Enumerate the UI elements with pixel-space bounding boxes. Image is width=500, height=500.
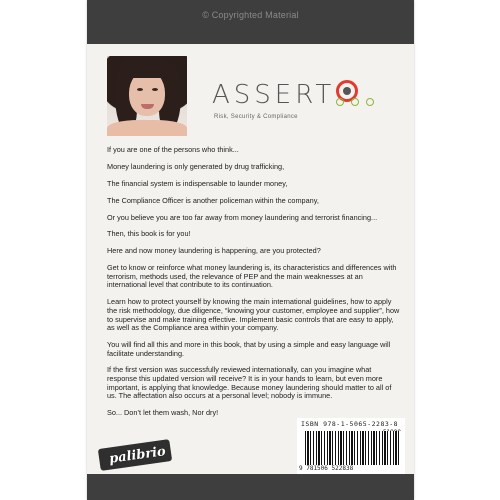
- author-photo: [107, 56, 187, 136]
- blurb-paragraph: The financial system is indispensable to launder money,: [107, 178, 288, 188]
- blurb-paragraph: If the first version was successfully reviewed internationally, can you imagine what response this updated version will receive? It is in your hands to learn, but even more important, is applying that knowledge. Because money laundering should matter to all of us. The affectation also occurs at a personal level; nobody is immune.: [107, 365, 392, 401]
- blurb-paragraph: Money laundering is only generated by drug trafficking,: [107, 161, 285, 171]
- barcode-digits: 9 781506 522838: [299, 465, 354, 472]
- publisher-logo: palibrio: [108, 444, 167, 467]
- barcode-block: [297, 418, 405, 474]
- copyright-watermark: © Copyrighted Material: [202, 10, 299, 20]
- isbn-label: ISBN 978-1-5065-2283-8: [301, 420, 399, 428]
- green-dot-icon: [336, 98, 344, 106]
- brand-tagline: Risk, Security & Compliance: [214, 114, 298, 120]
- blurb-paragraph: Learn how to protect yourself by knowing the main international guidelines, how to apply the risk methodology, due diligence, “knowing your customer, employee and supplier”, how to supervise and make training effective. Implement basic controls that are easy to apply, as well as the Compliance area within your company.: [107, 297, 400, 333]
- brand-dots: [336, 93, 381, 111]
- book-back-cover: [87, 0, 414, 500]
- blurb-paragraph: Or you believe you are too far away from money laundering and terrorist financing...: [107, 212, 378, 222]
- blurb-paragraph: If you are one of the persons who think...: [107, 145, 239, 154]
- blurb-paragraph: The Compliance Officer is another policeman within the company,: [107, 195, 319, 205]
- brand-name: ASSERT: [212, 80, 336, 110]
- blurb-paragraph: Get to know or reinforce what money laundering is, its characteristics and differences with terrorism, methods used, the relevance of PEP and the main weaknesses at an international level that contribute to its continuation.: [107, 263, 397, 290]
- blurb: [107, 146, 400, 426]
- bottom-band: [87, 474, 414, 500]
- blurb-paragraph: You will find all this and more in this book, that by using a simple and easy language will facilitate understanding.: [107, 339, 391, 358]
- green-dot-icon: [351, 98, 359, 106]
- blurb-paragraph: Then, this book is for you!: [107, 229, 191, 239]
- barcode: [305, 431, 401, 465]
- green-dot-icon: [366, 98, 374, 106]
- blurb-paragraph: So... Don’t let them wash, Nor dry!: [107, 408, 219, 418]
- top-band: [87, 0, 414, 44]
- blurb-paragraph: Here and now money laundering is happening, are you protected?: [107, 246, 321, 256]
